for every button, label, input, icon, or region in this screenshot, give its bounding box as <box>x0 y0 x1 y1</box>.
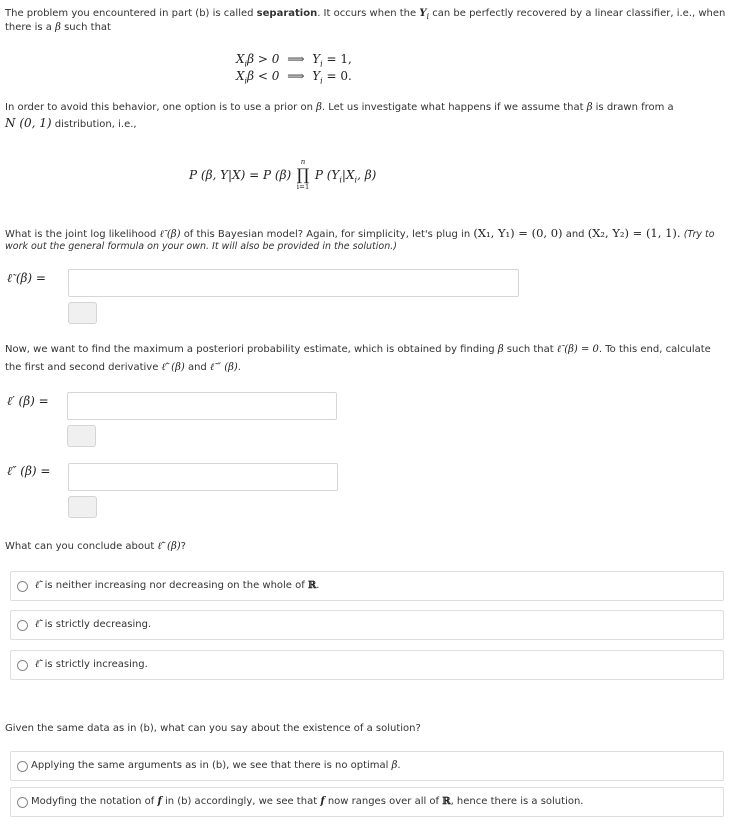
q2-first-derivative-label: ℓ′ (β) = <box>7 394 49 408</box>
q1-hint: work out the general formula on your own. It will also be provided in the solution.) <box>5 241 397 252</box>
posterior-formula: P (β, Y|X) = P (β) n ∏ i=1 P ($Y_i|X_i$, β) <box>189 158 377 191</box>
q3-option-2-label: ℓ̃′ is strictly decreasing. <box>35 619 152 630</box>
q4-option-2-label: Modyfing the notation of f in (b) accordingly, we see that f now ranges over all of ℝ, hence there is a solution. <box>31 796 584 807</box>
case-row-1: $X_i\beta > 0$ ⟹ $Y_i = 1$, <box>236 52 352 69</box>
q4-option-1[interactable] <box>10 751 724 781</box>
q4-option-1-label: Applying the same arguments as in (b), we see that there is no optimal β. <box>31 760 401 771</box>
q3-option-2-radio[interactable] <box>17 620 28 631</box>
intro-line-2: there is a β such that <box>5 22 111 33</box>
q1-math-button[interactable] <box>68 302 97 324</box>
q3-option-3-radio[interactable] <box>17 660 28 671</box>
q1-answer-input[interactable] <box>68 269 519 297</box>
q3-option-2[interactable] <box>10 610 724 640</box>
q3-option-1[interactable] <box>10 571 724 601</box>
q2-first-math-button[interactable] <box>67 425 96 447</box>
q2-line-2: the first and second derivative ℓ̃′ (β) and ℓ̃ ″ (β). <box>5 362 241 373</box>
q4-option-2[interactable] <box>10 787 724 817</box>
q3-question: What can you conclude about ℓ̃′ (β)? <box>5 541 186 552</box>
q1-answer-label: ℓ̃ (β) = <box>7 271 46 285</box>
case-row-2: $X_i\beta < 0$ ⟹ $Y_i = 0$. <box>236 69 352 86</box>
q3-option-1-radio[interactable] <box>17 581 28 592</box>
q1-line-1: What is the joint log likelihood ℓ̃ (β) of this Bayesian model? Again, for simplicity, let's plug in (X₁, Y₁) = (0, 0) and (X₂, Y₂) = (1, 1). (Try to <box>5 226 715 240</box>
q2-second-derivative-input[interactable] <box>68 463 338 491</box>
q3-option-3-label: ℓ̃′ is strictly increasing. <box>35 659 148 670</box>
separation-term: separation <box>256 8 318 19</box>
q4-option-1-radio[interactable] <box>17 761 28 772</box>
q2-second-math-button[interactable] <box>68 496 97 518</box>
q3-option-1-label: ℓ̃′ is neither increasing nor decreasing on the whole of ℝ. <box>35 580 320 591</box>
q2-first-derivative-input[interactable] <box>67 392 337 420</box>
prior-line-1: In order to avoid this behavior, one option is to use a prior on β. Let us investigate what happens if we assume that β is drawn from a <box>5 102 674 113</box>
q4-option-2-radio[interactable] <box>17 797 28 808</box>
q2-line-1: Now, we want to find the maximum a posteriori probability estimate, which is obtained by finding β such that ℓ̃ (β) = 0. To this end, calculate <box>5 344 711 355</box>
q4-question: Given the same data as in (b), what can you say about the existence of a solution? <box>5 723 421 734</box>
prior-line-2: N (0, 1) distribution, i.e., <box>5 116 137 130</box>
q2-second-derivative-label: ℓ″ (β) = <box>7 464 51 478</box>
q3-option-3[interactable] <box>10 650 724 680</box>
intro-line-1: The problem you encountered in part (b) is called separation. It occurs when the $Y_i$ can be perfectly recovered by a linear classifier, i.e., when <box>5 8 726 21</box>
